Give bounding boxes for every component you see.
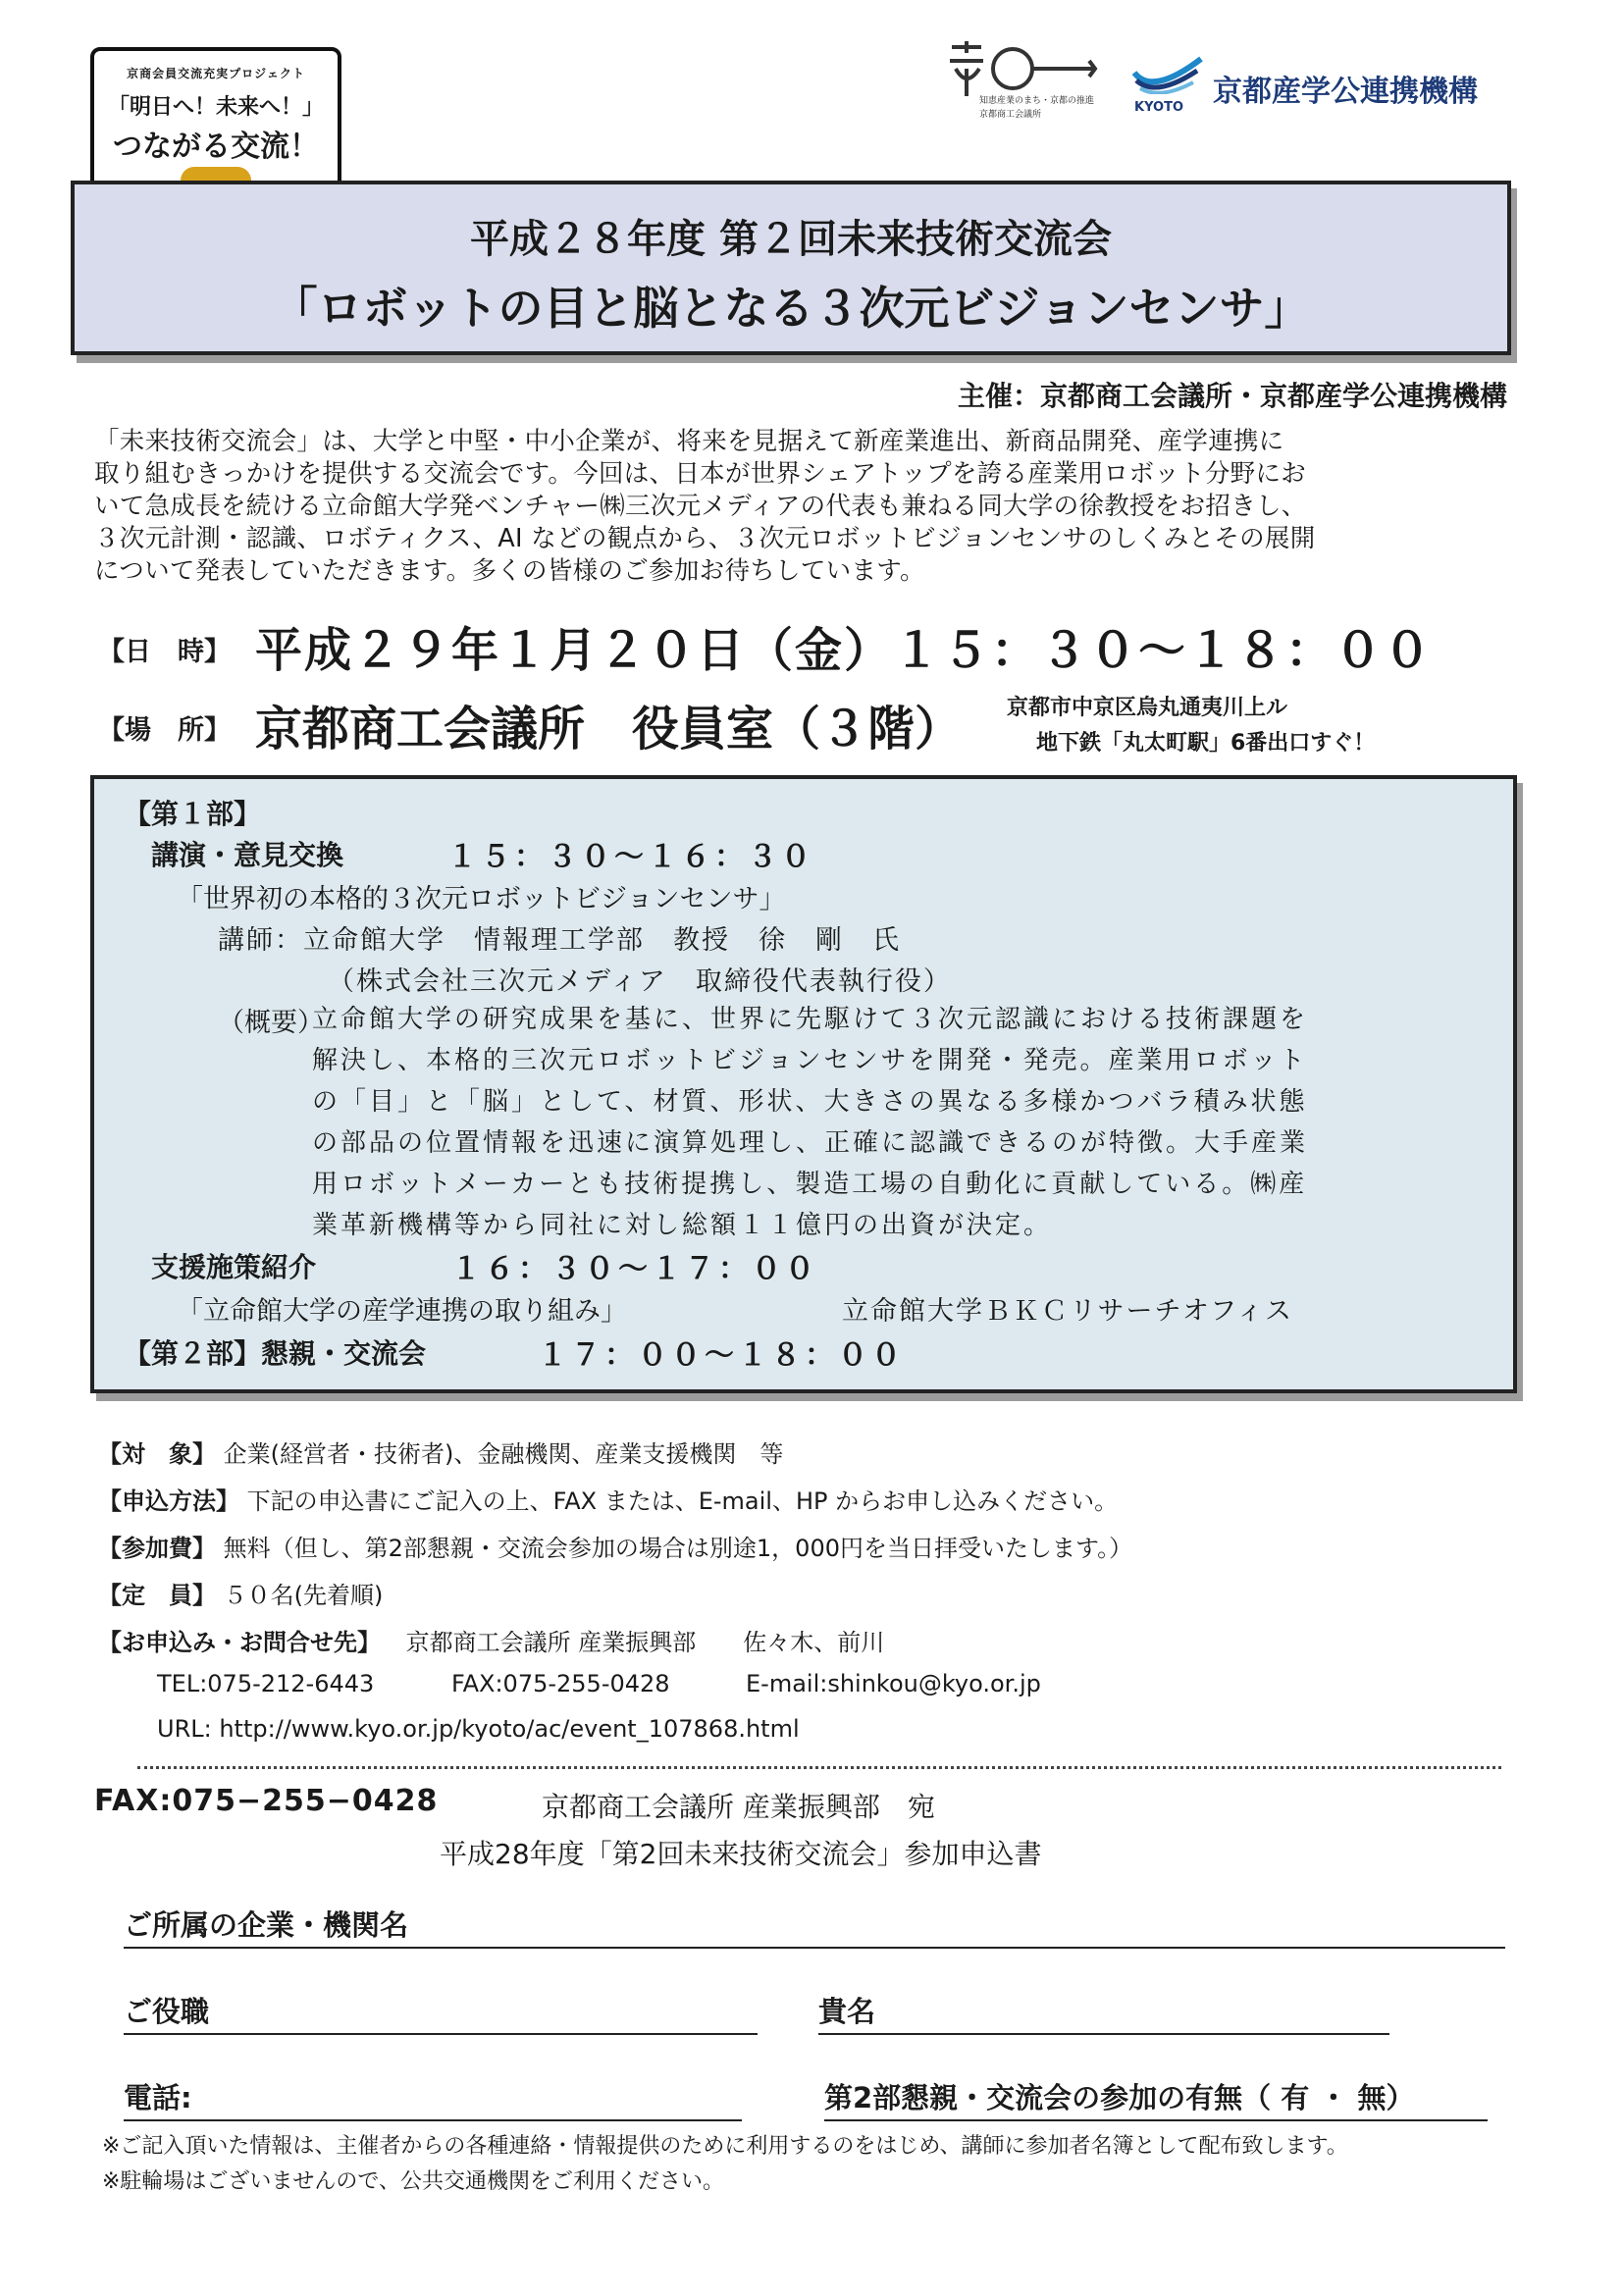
place-label: 【場 所】 bbox=[98, 715, 231, 746]
party-underline bbox=[824, 2119, 1488, 2121]
target-row bbox=[98, 1435, 783, 1469]
fax: FAX:075-255-0428 bbox=[451, 1670, 670, 1697]
support-title: 「立命館大学の産学連携の取り組み」 bbox=[177, 1296, 627, 1327]
support-label: 支援施策紹介 bbox=[151, 1251, 317, 1283]
fee-row bbox=[98, 1529, 1132, 1563]
intro-line: ３次元計測・認識、ロボティクス、AI などの観点から、３次元ロボットビジョンセンサのしくみとその展開 bbox=[94, 524, 1316, 553]
kyoto-consortium-name: 京都産学公連携機構 bbox=[1213, 75, 1478, 109]
kyo-tagline2: 京都商工会議所 bbox=[979, 110, 1042, 120]
place-address: 京都市中京区烏丸通夷川上ル bbox=[1007, 696, 1288, 720]
datetime-value: 平成２９年１月２０日（金）１５：３０〜１８：００ bbox=[255, 623, 1434, 678]
place-access: 地下鉄「丸太町駅」6番出口すぐ！ bbox=[1036, 731, 1376, 756]
capacity-value: ５０名(先着順) bbox=[223, 1582, 384, 1609]
kyoto-mark-text: KYOTO bbox=[1134, 100, 1183, 115]
summary-line: の「目」と「脳」として、材質、形状、大きさの異なる多様かつバラ積み状態 bbox=[312, 1087, 1308, 1117]
kyo-tagline1: 知恵産業のまち・京都の推進 bbox=[979, 96, 1095, 106]
phone-field[interactable] bbox=[124, 2119, 742, 2121]
organizer: 主催：京都商工会議所・京都産学公連携機構 bbox=[957, 380, 1507, 412]
note-privacy: ※ご記入頂いた情報は、主催者からの各種連絡・情報提供のために利用するのをはじめ、講師に参加者名簿として配布致します。 bbox=[102, 2134, 1348, 2159]
speaker-role: （株式会社三次元メディア 取締役代表執行役） bbox=[328, 966, 952, 997]
wave-logo-icon bbox=[1132, 53, 1203, 94]
form-destination: 京都商工会議所 産業振興部 宛 bbox=[542, 1791, 935, 1823]
target-value: 企業(経営者・技術者)、金融機関、産業支援機関 等 bbox=[223, 1440, 784, 1468]
title-box bbox=[71, 181, 1511, 355]
lecture-title: 「世界初の本格的３次元ロボットビジョンセンサ」 bbox=[177, 884, 786, 914]
contact-row bbox=[98, 1623, 884, 1657]
badge-line2: つながる交流！ bbox=[113, 130, 319, 164]
company-label: ご所属の企業・機関名 bbox=[124, 1908, 409, 1942]
email-link[interactable]: E-mail:shinkou@kyo.or.jp bbox=[746, 1670, 1041, 1697]
company-field[interactable] bbox=[124, 1947, 1505, 1949]
kyo-mark-icon bbox=[942, 39, 1099, 98]
badge-line1: 「明日へ！未来へ！」 bbox=[107, 95, 324, 120]
title-line2: 「ロボットの目と脳となる３次元ビジョンセンサ」 bbox=[272, 282, 1310, 335]
intro-line: 取り組むきっかけを提供する交流会です。今回は、日本が世界シェアトップを誇る産業用ロボット分野にお bbox=[94, 459, 1307, 489]
party-attendance[interactable]: 第2部懇親・交流会の参加の有無（ 有 ・ 無） bbox=[824, 2081, 1415, 2114]
intro-paragraph bbox=[94, 426, 1507, 588]
position-label: ご役職 bbox=[124, 1995, 210, 2028]
program-box bbox=[90, 775, 1517, 1393]
part2-label: 【第２部】懇親・交流会 bbox=[124, 1337, 427, 1370]
intro-line: 「未来技術交流会」は、大学と中堅・中小企業が、将来を見据えて新産業進出、新商品開発、産学連携に bbox=[94, 427, 1284, 456]
datetime-label: 【日 時】 bbox=[98, 637, 231, 667]
summary-line: 用ロボットメーカーとも技術提携し、製造工場の自動化に貢献している。㈱産 bbox=[312, 1170, 1308, 1199]
title-line1: 平成２８年度 第２回未来技術交流会 bbox=[470, 217, 1112, 262]
summary-line: 立命館大学の研究成果を基に、世界に先駆けて３次元認識における技術課題を bbox=[312, 1005, 1309, 1034]
summary-line: の部品の位置情報を迅速に演算処理し、正確に認識できるのが特徴。大手産業 bbox=[312, 1128, 1309, 1158]
form-title: 平成28年度「第2回未来技術交流会」参加申込書 bbox=[440, 1838, 1042, 1870]
support-org: 立命館大学ＢＫＣリサーチオフィス bbox=[842, 1296, 1293, 1327]
summary-label: （概要） bbox=[218, 1008, 324, 1038]
capacity-row bbox=[98, 1576, 383, 1610]
apply-label: 【申込方法】 bbox=[98, 1487, 239, 1515]
fee-value: 無料（但し、第2部懇親・交流会参加の場合は別途1，000円を当日拝受いたします。） bbox=[223, 1535, 1133, 1562]
target-label: 【対 象】 bbox=[98, 1440, 216, 1468]
kyoto-chamber-logo bbox=[942, 39, 1099, 133]
support-time: １６：３０〜１７：００ bbox=[451, 1252, 818, 1286]
form-fax: FAX:075−255−0428 bbox=[94, 1784, 439, 1818]
contact-value: 京都商工会議所 産業振興部 佐々木、前川 bbox=[405, 1629, 885, 1656]
cut-line bbox=[137, 1766, 1501, 1769]
tel: TEL:075-212-6443 bbox=[157, 1670, 375, 1697]
apply-row bbox=[98, 1482, 1118, 1516]
part2-time: １７：００〜１８：００ bbox=[538, 1338, 905, 1373]
intro-line: いて急成長を続ける立命館大学発ベンチャー㈱三次元メディアの代表も兼ねる同大学の徐教授をお招きし、 bbox=[94, 492, 1307, 521]
capacity-label: 【定 員】 bbox=[98, 1582, 216, 1609]
summary-line: 解決し、本格的三次元ロボットビジョンセンサを開発・発売。産業用ロボット bbox=[312, 1046, 1308, 1075]
intro-line: について発表していただきます。多くの皆様のご参加お待ちしています。 bbox=[94, 556, 925, 586]
place-value: 京都商工会議所 役員室（３階） bbox=[255, 702, 963, 757]
fee-label: 【参加費】 bbox=[98, 1535, 216, 1562]
contact-label: 【お申込み・お問合せ先】 bbox=[98, 1629, 381, 1656]
part1-label: 【第１部】 bbox=[124, 798, 262, 830]
phone-label: 電話: bbox=[124, 2081, 192, 2114]
note-parking: ※駐輪場はございませんので、公共交通機関をご利用ください。 bbox=[102, 2169, 724, 2194]
summary-line: 業革新機構等から同社に対し総額１１億円の出資が決定。 bbox=[312, 1211, 1053, 1240]
badge-project: 京商会員交流充実プロジェクト bbox=[127, 67, 305, 80]
name-label: 貴名 bbox=[818, 1995, 876, 2028]
name-field[interactable] bbox=[818, 2033, 1389, 2035]
apply-value: 下記の申込書にご記入の上、FAX または、E-mail、HP からお申し込みください。 bbox=[246, 1487, 1119, 1515]
url-link[interactable]: URL: http://www.kyo.or.jp/kyoto/ac/event_107868.html bbox=[157, 1715, 800, 1743]
position-field[interactable] bbox=[124, 2033, 758, 2035]
lecture-time: １５：３０〜１６：３０ bbox=[447, 840, 814, 874]
kyoto-consortium-logo bbox=[1128, 47, 1482, 126]
speaker: 講師：立命館大学 情報理工学部 教授 徐 剛 氏 bbox=[218, 925, 901, 956]
lecture-label: 講演・意見交換 bbox=[151, 839, 344, 871]
